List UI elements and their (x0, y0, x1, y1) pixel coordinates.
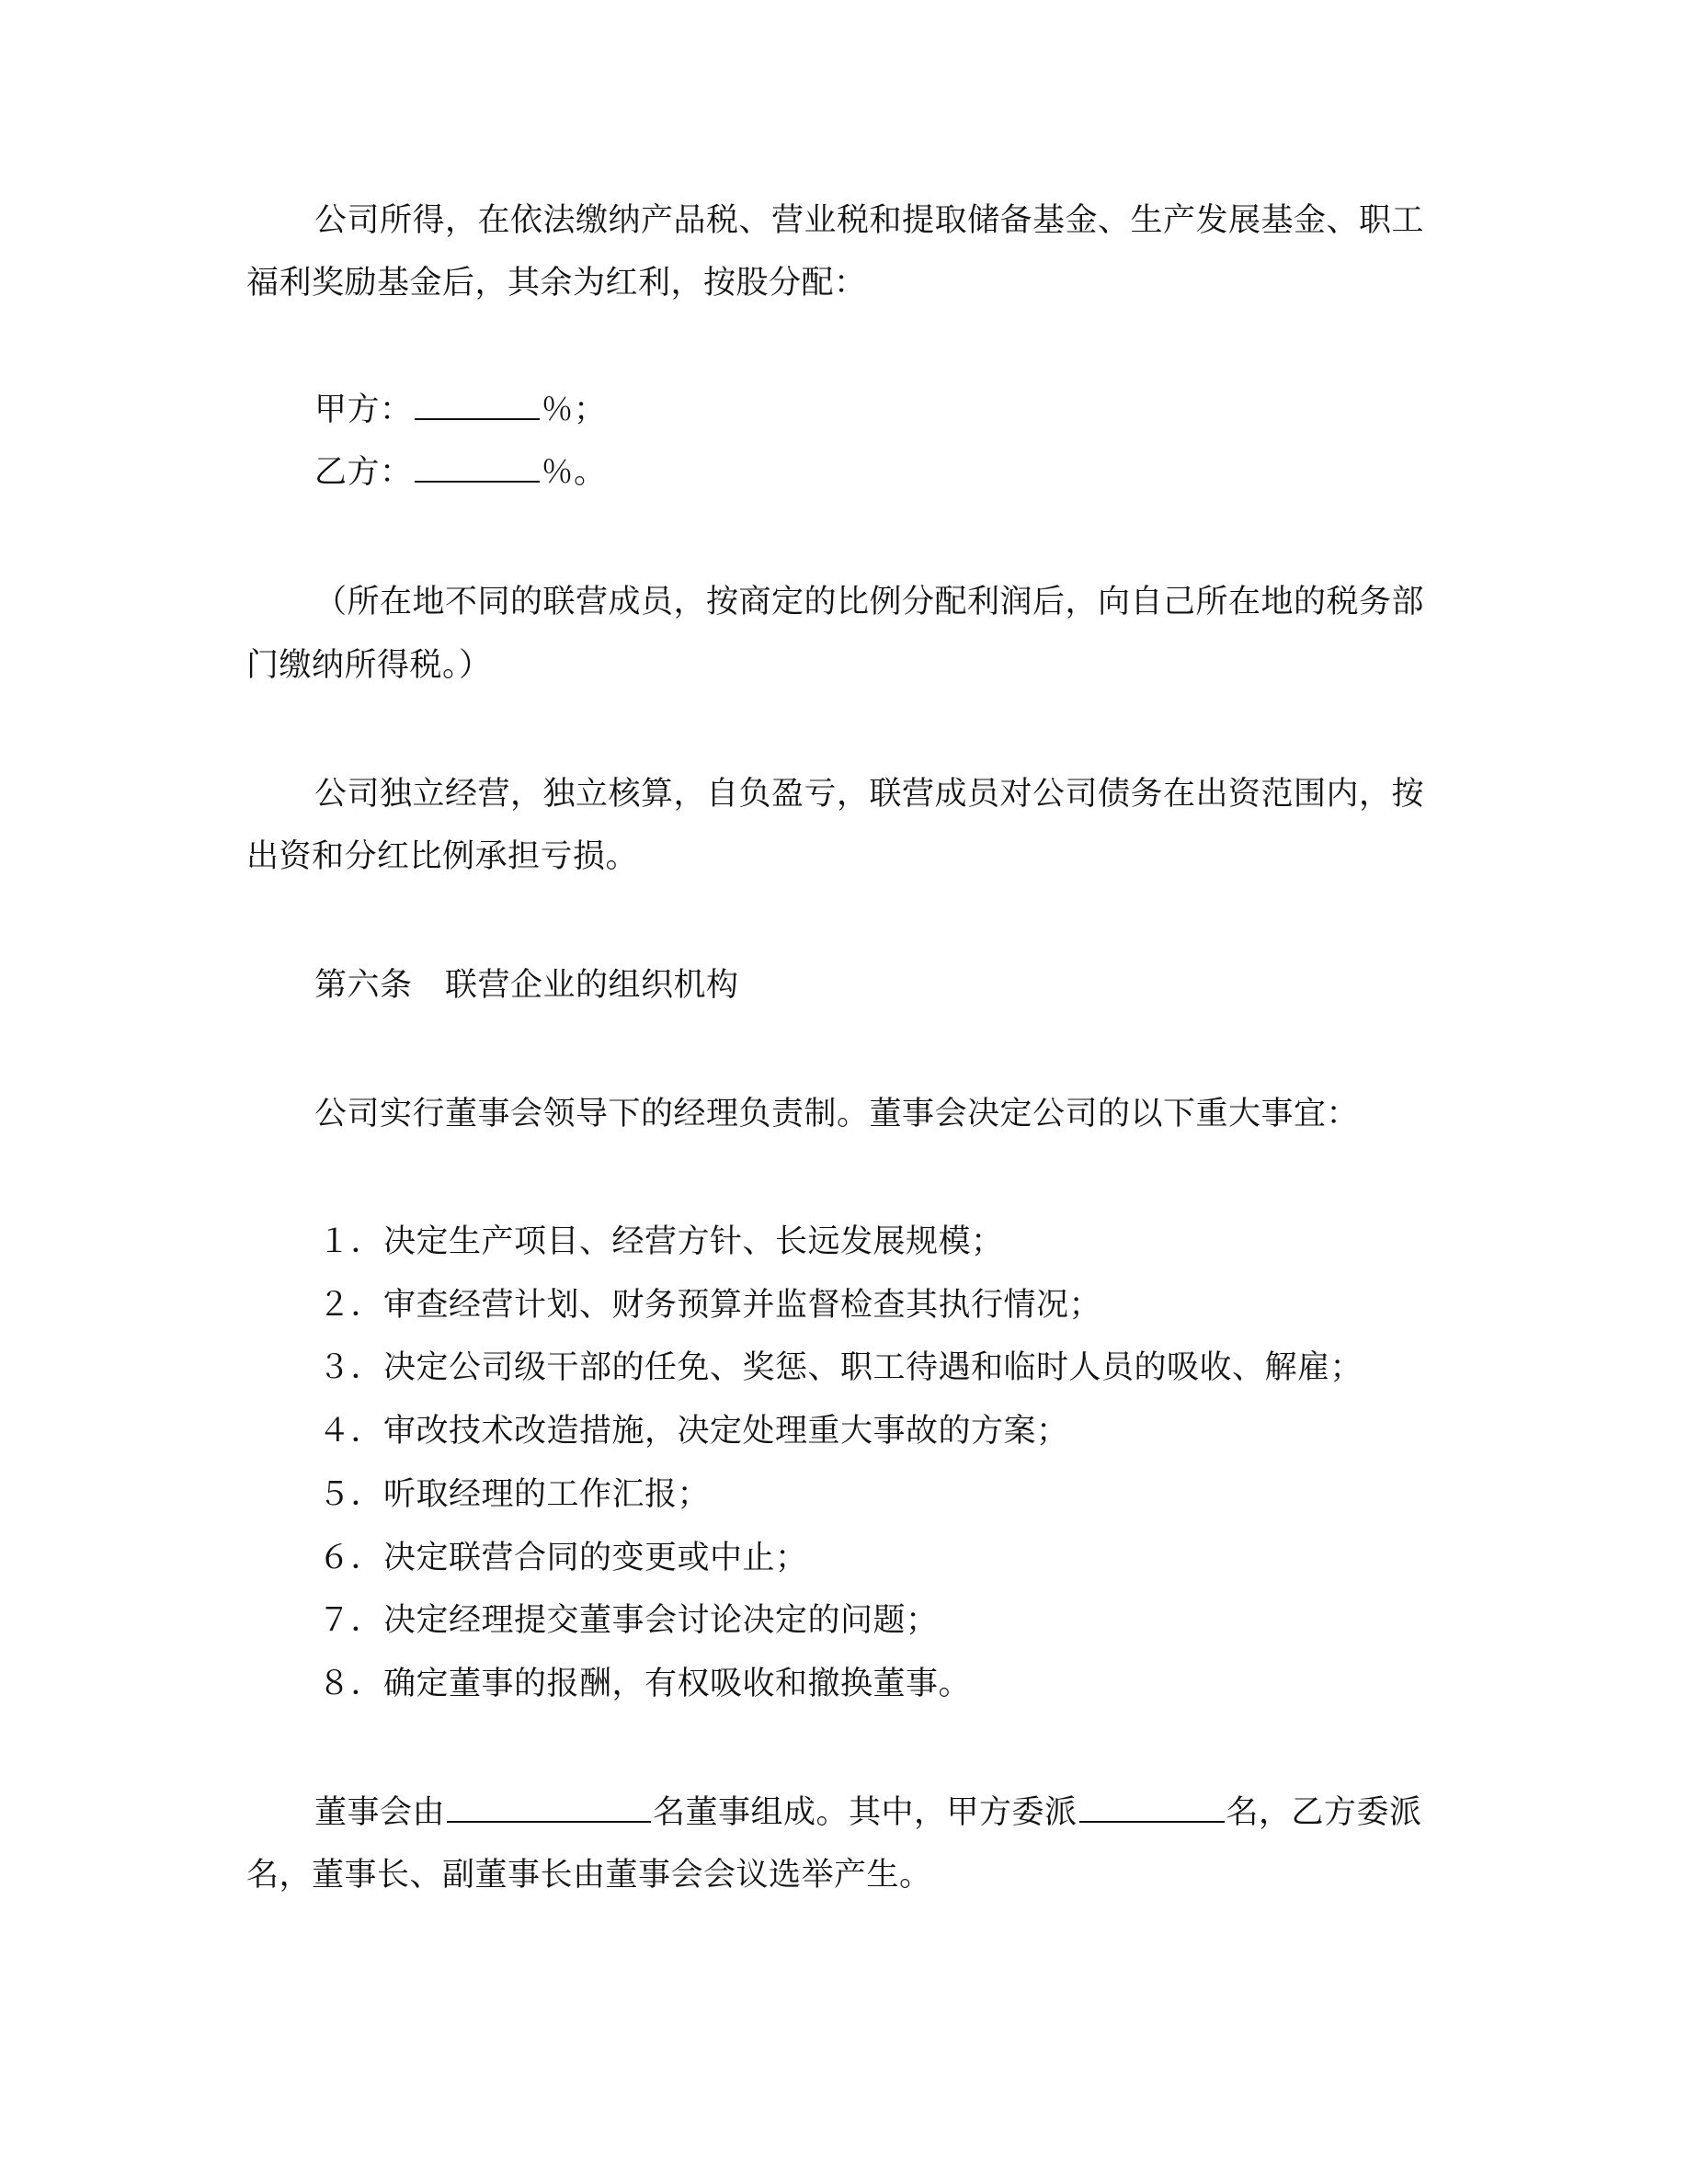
party-a-percent-blank (415, 391, 540, 420)
list-item (318, 1348, 1363, 1388)
list-item-number: ６． (318, 1540, 384, 1576)
list-item (318, 1222, 1004, 1262)
list-item-number: ３． (318, 1349, 384, 1386)
party-b-percent-blank (415, 453, 540, 483)
list-item (318, 1411, 1069, 1451)
list-item (318, 1600, 939, 1641)
board-intro-paragraph: 公司实行董事会领导下的经理负责制。董事会决定公司的以下重大事宜： (314, 1096, 1360, 1132)
list-item-number: ２． (318, 1287, 384, 1324)
independent-paragraph-line-2: 出资和分红比例承担亏损。 (246, 838, 639, 875)
board-composition-line-2: 名，董事长、副董事长由董事会会议选举产生。 (246, 1857, 932, 1894)
profit-paragraph-line-2: 福利奖励基金后，其余为红利，按股分配： (246, 265, 867, 301)
list-item-number: ７． (318, 1602, 384, 1639)
party-b-suffix: ％。 (541, 454, 607, 491)
list-item (318, 1285, 1101, 1325)
list-item-number: ８． (318, 1666, 384, 1702)
party-a-label: 甲方： (314, 392, 413, 428)
board-comp-text-2: 名董事组成。其中，甲方委派 (653, 1794, 1078, 1831)
list-item-text: 审改技术改造措施，决定处理重大事故的方案； (383, 1413, 1069, 1450)
party-b-share-line (314, 452, 607, 493)
list-item (318, 1664, 971, 1704)
list-item-number: ５． (318, 1476, 384, 1513)
tax-note-line-1: （所在地不同的联营成员，按商定的比例分配利润后，向自己所在地的税务部 (314, 584, 1425, 620)
profit-paragraph-line-1: 公司所得，在依法缴纳产品税、营业税和提取储备基金、生产发展基金、职工 (314, 202, 1425, 239)
list-item-text: 决定生产项目、经营方针、长远发展规模； (383, 1223, 1004, 1260)
board-composition-line-1 (314, 1792, 1422, 1833)
board-comp-text-3: 名，乙方委派 (1226, 1794, 1422, 1831)
board-comp-text-1: 董事会由 (314, 1794, 446, 1831)
party-b-label: 乙方： (314, 454, 413, 491)
director-count-blank (447, 1793, 651, 1823)
article-title: 第六条 联营企业的组织机构 (314, 967, 739, 1004)
party-a-directors-blank (1079, 1793, 1225, 1823)
independent-paragraph-line-1: 公司独立经营，独立核算，自负盈亏，联营成员对公司债务在出资范围内，按 (314, 776, 1425, 813)
list-item-number: １． (318, 1223, 384, 1260)
list-item-text: 听取经理的工作汇报； (383, 1476, 711, 1513)
party-a-suffix: ％； (541, 392, 607, 428)
tax-note-line-2: 门缴纳所得税。） (246, 647, 492, 684)
list-item (318, 1538, 808, 1578)
list-item-text: 决定公司级干部的任免、奖惩、职工待遇和临时人员的吸收、解雇； (383, 1349, 1363, 1386)
list-item (318, 1474, 710, 1515)
list-item-text: 确定董事的报酬，有权吸收和撤换董事。 (383, 1666, 972, 1702)
list-item-text: 决定经理提交董事会讨论决定的问题； (383, 1602, 939, 1639)
list-item-number: ４． (318, 1413, 384, 1450)
party-a-share-line (314, 390, 607, 430)
list-item-text: 决定联营合同的变更或中止； (383, 1540, 808, 1576)
list-item-text: 审查经营计划、财务预算并监督检查其执行情况； (383, 1287, 1102, 1324)
